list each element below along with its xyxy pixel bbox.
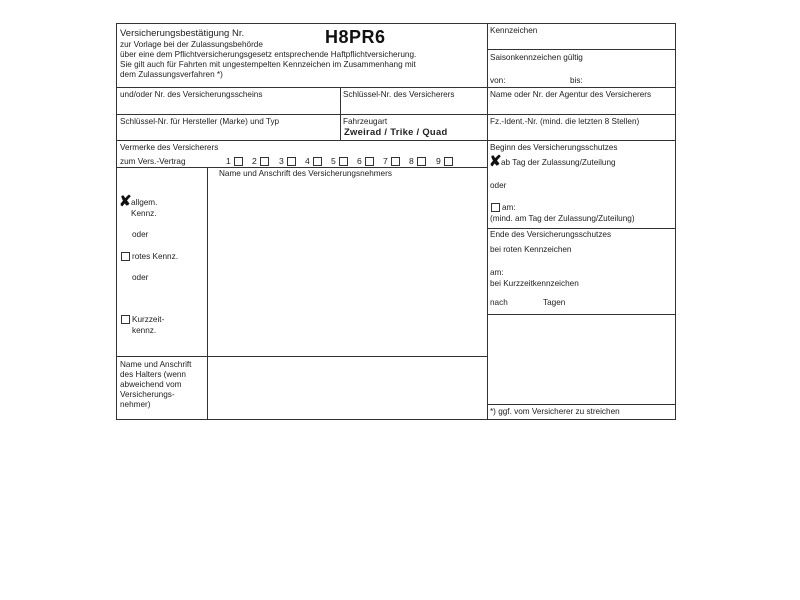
divider xyxy=(487,314,676,315)
divider xyxy=(117,167,487,168)
saison-label: Saisonkennzeichen gültig xyxy=(490,53,583,62)
am-label: am: xyxy=(490,268,504,277)
remark-number: 1 xyxy=(226,156,231,166)
coverage-start-label: Beginn des Versicherungsschutzes xyxy=(490,143,618,152)
remark-number: 6 xyxy=(357,156,362,166)
von-label: von: xyxy=(490,76,506,85)
divider xyxy=(487,404,676,405)
remark-checkbox[interactable] xyxy=(444,157,453,166)
remark-number: 7 xyxy=(383,156,388,166)
remark-number: 4 xyxy=(305,156,310,166)
policyholder-label: Name und Anschrift des Versicherungsnehmers xyxy=(219,169,392,178)
divider xyxy=(487,228,676,229)
remark-checkbox[interactable] xyxy=(287,157,296,166)
agency-label: Name oder Nr. der Agentur des Versicherers xyxy=(490,90,652,99)
kennzeichen-label: Kennzeichen xyxy=(490,26,538,35)
remark-number: 9 xyxy=(436,156,441,166)
min-registration-note: (mind. am Tag der Zulassung/Zuteilung) xyxy=(490,214,635,223)
short-term-plates-label: bei Kurzzeitkennzeichen xyxy=(490,279,579,288)
policy-number-label: und/oder Nr. des Versicherungsscheins xyxy=(120,90,263,99)
or-label: oder xyxy=(490,181,507,190)
bis-label: bis: xyxy=(570,76,583,85)
remark-number: 3 xyxy=(279,156,284,166)
divider xyxy=(207,167,208,420)
remark-number: 8 xyxy=(409,156,414,166)
after-label: nach xyxy=(490,298,508,307)
insurance-confirmation-form xyxy=(116,23,676,420)
insurer-key-label: Schlüssel-Nr. des Versicherers xyxy=(343,90,455,99)
remark-checkbox[interactable] xyxy=(339,157,348,166)
holder-label: nehmer) xyxy=(120,400,151,409)
remark-checkbox[interactable] xyxy=(365,157,374,166)
holder-label: des Halters (wenn xyxy=(120,370,186,379)
red-plates-label: bei roten Kennzeichen xyxy=(490,245,572,254)
general-plate-label-2: Kennz. xyxy=(131,209,157,218)
vehicle-type-label: Fahrzeugart xyxy=(343,117,388,126)
confirmation-number: H8PR6 xyxy=(325,27,386,47)
remark-checkbox[interactable] xyxy=(260,157,269,166)
divider xyxy=(340,87,341,140)
manufacturer-key-label: Schlüssel-Nr. für Hersteller (Marke) und Typ xyxy=(120,117,280,126)
divider xyxy=(117,356,487,357)
remark-number: 5 xyxy=(331,156,336,166)
am-label: am: xyxy=(502,203,516,212)
start-date-checkbox[interactable] xyxy=(491,203,500,212)
divider xyxy=(117,114,676,115)
red-plate-label: rotes Kennz. xyxy=(132,252,178,261)
remark-number: 2 xyxy=(252,156,257,166)
or-label: oder xyxy=(132,230,149,239)
form-title: Versicherungsbestätigung Nr. xyxy=(120,28,245,39)
divider xyxy=(487,24,488,420)
divider xyxy=(117,87,676,88)
contract-label: zum Vers.-Vertrag xyxy=(120,157,186,166)
checked-mark-icon[interactable]: ✘ xyxy=(119,193,132,210)
short-term-plate-label: Kurzzeit- xyxy=(132,315,165,324)
header-line: dem Zulassungsverfahren *) xyxy=(120,70,223,79)
checked-mark-icon[interactable]: ✘ xyxy=(489,153,502,170)
short-term-plate-checkbox[interactable] xyxy=(121,315,130,324)
from-registration-label: ab Tag der Zulassung/Zuteilung xyxy=(501,158,616,167)
vin-label: Fz.-Ident.-Nr. (mind. die letzten 8 Stellen) xyxy=(490,117,640,126)
days-label: Tagen xyxy=(543,298,566,307)
holder-label: Versicherungs- xyxy=(120,390,175,399)
remark-checkbox[interactable] xyxy=(391,157,400,166)
or-label: oder xyxy=(132,273,149,282)
holder-label: abweichend vom xyxy=(120,380,182,389)
remarks-label: Vermerke des Versicherers xyxy=(120,143,219,152)
short-term-plate-label-2: kennz. xyxy=(132,326,157,335)
header-line: über eine dem Pflichtversicherungsgesetz entsprechende Haftpflichtversicherung. xyxy=(120,50,417,59)
coverage-end-label: Ende des Versicherungsschutzes xyxy=(490,230,612,239)
footnote: *) ggf. vom Versicherer zu streichen xyxy=(490,407,620,416)
vehicle-type-value: Zweirad / Trike / Quad xyxy=(344,126,448,137)
header-line: zur Vorlage bei der Zulassungsbehörde xyxy=(120,40,263,49)
remark-checkbox[interactable] xyxy=(417,157,426,166)
general-plate-label: allgem. xyxy=(131,198,158,207)
remark-checkbox[interactable] xyxy=(313,157,322,166)
header-line: Sie gilt auch für Fahrten mit ungestempelten Kennzeichen im Zusammenhang mit xyxy=(120,60,416,69)
red-plate-checkbox[interactable] xyxy=(121,252,130,261)
divider xyxy=(487,49,676,50)
holder-label: Name und Anschrift xyxy=(120,360,192,369)
remark-checkbox[interactable] xyxy=(234,157,243,166)
divider xyxy=(117,140,676,141)
